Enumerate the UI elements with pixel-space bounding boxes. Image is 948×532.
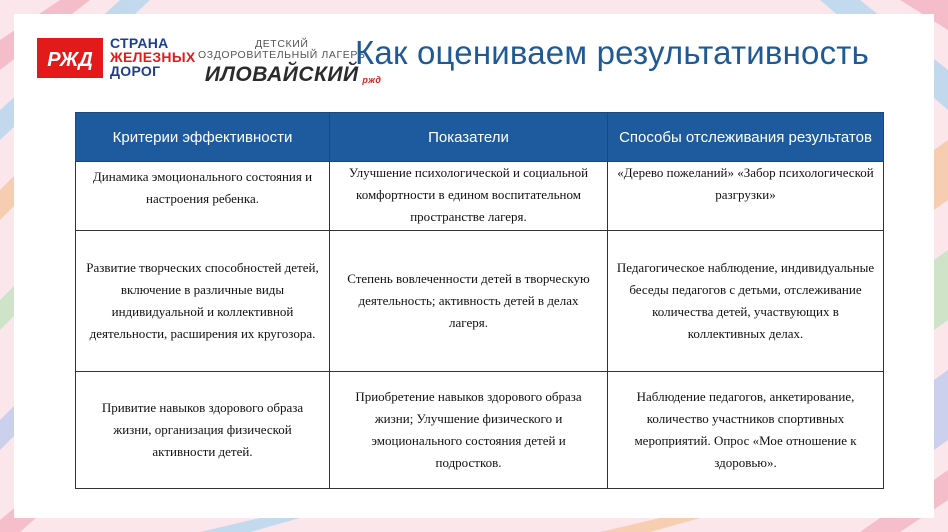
rzd-logo-icon — [37, 38, 103, 78]
table-cell: Степень вовлеченности детей в творческую деятельность; активность детей в делах лагеря. — [330, 231, 608, 372]
camp-logo — [198, 38, 382, 87]
rzd-logo-text: РЖД — [47, 49, 93, 71]
header-tracking-methods: Способы отслеживания результатов — [608, 113, 884, 162]
table-header-row — [76, 113, 884, 162]
table-row — [76, 372, 884, 489]
camp-name-suffix: ржд — [362, 75, 382, 85]
brand-line-1: СТРАНА — [110, 35, 169, 51]
table-cell: «Дерево пожеланий» «Забор психологической разгрузки» — [608, 162, 884, 231]
table-cell: Педагогическое наблюдение, индивидуальные беседы педагогов с детьми, отслеживание количества детей, участвующих в коллективных делах. — [608, 231, 884, 372]
camp-line-2: ОЗДОРОВИТЕЛЬНЫЙ ЛАГЕРЬ — [198, 49, 366, 61]
table-cell: Динамика эмоционального состояния и настроения ребенка. — [76, 162, 330, 231]
brand-line-2: ЖЕЛЕЗНЫХ — [110, 49, 196, 65]
table-cell: Развитие творческих способностей детей, включение в различные виды индивидуальной и коллективной деятельности, расширения их кругозора. — [76, 231, 330, 372]
camp-name-text: ИЛОВАЙСКИЙ — [204, 63, 359, 86]
header-indicators: Показатели — [330, 113, 608, 162]
table-row — [76, 231, 884, 372]
brand-line-3: ДОРОГ — [110, 63, 161, 79]
table-cell: Привитие навыков здорового образа жизни, организация физической активности детей. — [76, 372, 330, 489]
table-cell: Улучшение психологической и социальной комфортности в едином воспитательном пространстве лагеря. — [330, 162, 608, 231]
brand-slogan — [110, 36, 195, 78]
camp-line-1: ДЕТСКИЙ — [254, 38, 309, 50]
effectiveness-table — [75, 112, 884, 489]
table-cell: Наблюдение педагогов, анкетирование, количество участников спортивных мероприятий. Опрос «Мое отношение к здоровью». — [608, 372, 884, 489]
table-cell: Приобретение навыков здорового образа жизни; Улучшение физического и эмоционального состояния детей и подростков. — [330, 372, 608, 489]
camp-name — [198, 63, 382, 87]
table-row — [76, 162, 884, 231]
header-criteria: Критерии эффективности — [76, 113, 330, 162]
page-title: Как оцениваем результативность — [355, 34, 870, 71]
